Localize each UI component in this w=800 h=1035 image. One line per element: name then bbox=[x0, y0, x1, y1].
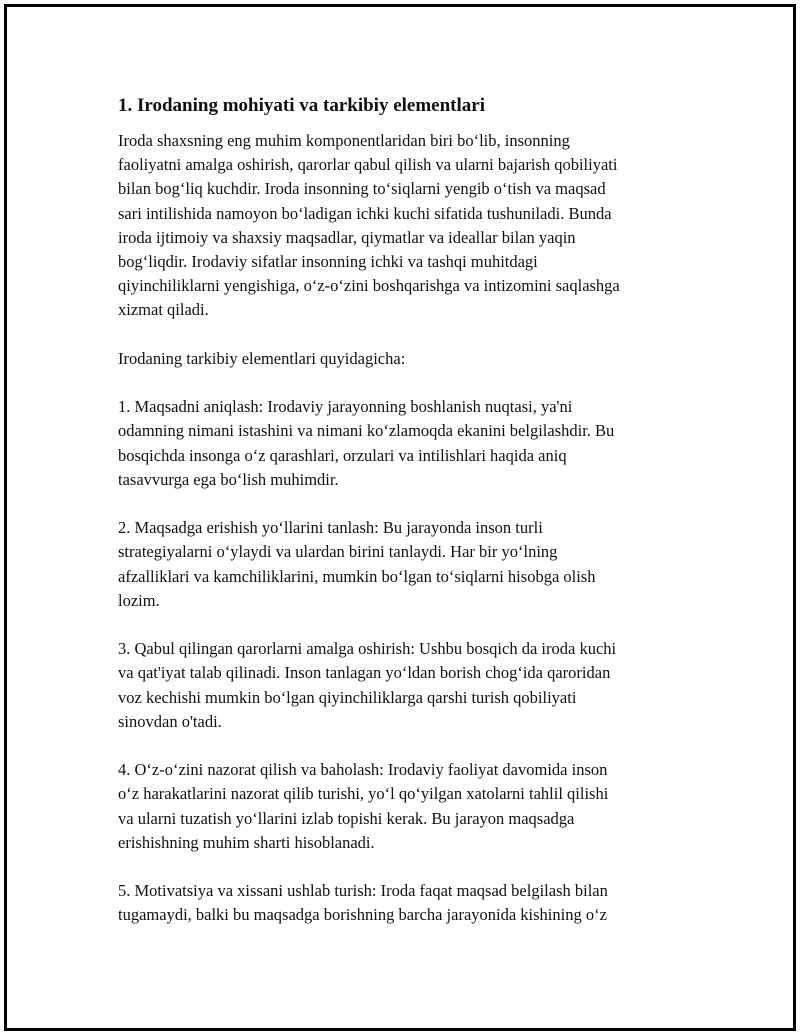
paragraph-line: bilan bog‘liq kuchdir. Iroda insonning to‘siqlarni yengib o‘tish va maqsad bbox=[118, 179, 606, 199]
paragraph-line: va qat'iyat talab qilinadi. Inson tanlagan yo‘ldan borish chog‘ida qaroridan bbox=[118, 663, 611, 683]
paragraph-line: odamning nimani istashini va nimani ko‘zlamoqda ekanini belgilashdir. Bu bbox=[118, 421, 615, 441]
paragraph-line: bog‘liqdir. Irodaviy sifatlar insonning ichki va tashqi muhitdagi bbox=[118, 252, 538, 272]
document-body bbox=[118, 93, 678, 952]
paragraph-line: tugamaydi, balki bu maqsadga borishning barcha jarayonida kishining o‘z bbox=[118, 905, 607, 925]
paragraph bbox=[118, 516, 678, 613]
paragraph-line: iroda ijtimoiy va shaxsiy maqsadlar, qiymatlar va ideallar bilan yaqin bbox=[118, 227, 576, 247]
paragraph-line: 1. Maqsadni aniqlash: Irodaviy jarayonning boshlanish nuqtasi, ya'ni bbox=[118, 397, 573, 417]
paragraph-line: lozim. bbox=[118, 590, 160, 610]
paragraph bbox=[118, 129, 678, 323]
paragraph-line: o‘z harakatlarini nazorat qilib turishi, yo‘l qo‘yilgan xatolarni tahlil qilishi bbox=[118, 784, 609, 804]
paragraph-line: 4. O‘z-o‘zini nazorat qilish va baholash: Irodaviy faoliyat davomida inson bbox=[118, 760, 608, 780]
paragraph bbox=[118, 879, 678, 927]
paragraph-line: 2. Maqsadga erishish yo‘llarini tanlash: Bu jarayonda inson turli bbox=[118, 518, 543, 538]
paragraph-list bbox=[118, 129, 678, 928]
paragraph-line: afzalliklari va kamchiliklarini, mumkin bo‘lgan to‘siqlarni hisobga olish bbox=[118, 566, 596, 586]
paragraph bbox=[118, 347, 678, 371]
paragraph-line: sari intilishida namoyon bo‘ladigan ichki kuchi sifatida tushuniladi. Bunda bbox=[118, 203, 612, 223]
paragraph-line: 5. Motivatsiya va xissani ushlab turish: Iroda faqat maqsad belgilash bilan bbox=[118, 881, 608, 901]
paragraph-line: tasavvurga ega bo‘lish muhimdir. bbox=[118, 469, 339, 489]
paragraph-line: Irodaning tarkibiy elementlari quyidagicha: bbox=[118, 348, 406, 368]
paragraph-line: strategiyalarni o‘ylaydi va ulardan birini tanlaydi. Har bir yo‘lning bbox=[118, 542, 558, 562]
paragraph-line: qiyinchiliklarni yengishiga, o‘z-o‘zini boshqarishga va intizomini saqlashga bbox=[118, 276, 620, 296]
paragraph-line: Iroda shaxsning eng muhim komponentlaridan biri bo‘lib, insonning bbox=[118, 131, 570, 150]
paragraph-line: va ularni tuzatish yo‘llarini izlab topishi kerak. Bu jarayon maqsadga bbox=[118, 808, 575, 828]
paragraph-line: xizmat qiladi. bbox=[118, 300, 209, 320]
paragraph bbox=[118, 395, 678, 492]
paragraph-line: bosqichda insonga o‘z qarashlari, orzulari va intilishlari haqida aniq bbox=[118, 445, 567, 465]
paragraph-line: 3. Qabul qilingan qarorlarni amalga oshirish: Ushbu bosqich da iroda kuchi bbox=[118, 639, 617, 659]
paragraph-line: erishishning muhim sharti hisoblanadi. bbox=[118, 832, 375, 852]
paragraph-line: faoliyatni amalga oshirish, qarorlar qabul qilish va ularni bajarish qobiliyati bbox=[118, 155, 618, 175]
paragraph-line: voz kechishi mumkin bo‘lgan qiyinchiliklarga qarshi turish qobiliyati bbox=[118, 687, 577, 707]
paragraph-line: sinovdan o'tadi. bbox=[118, 711, 222, 731]
section-heading: 1. Irodaning mohiyati va tarkibiy elementlari bbox=[118, 95, 485, 116]
paragraph bbox=[118, 637, 678, 734]
paragraph bbox=[118, 758, 678, 855]
